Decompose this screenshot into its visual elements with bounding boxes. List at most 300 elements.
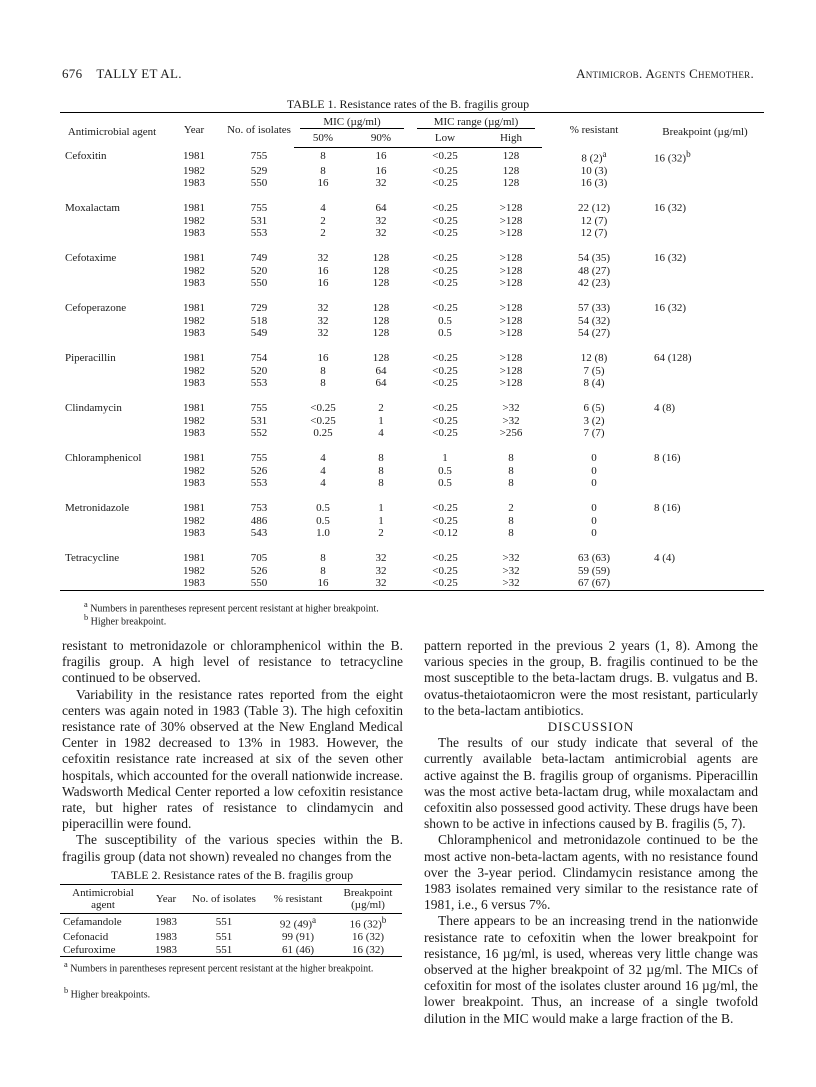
cell-high: 8	[508, 477, 514, 490]
cell-resistant: 8 $(2)^a$	[581, 148, 607, 165]
t1-head-year: Year	[164, 113, 224, 148]
cell-isolates: 550	[250, 277, 268, 290]
footnote-mark: a	[602, 148, 607, 159]
cell-year: 1981	[183, 502, 205, 515]
cell-high: 8	[508, 452, 514, 465]
cell-breakpoint: 16 $(32)^b$	[654, 148, 691, 165]
cell-low: <0.25	[432, 302, 458, 315]
cell-year: 1982	[183, 214, 205, 227]
cell-breakpoint	[646, 227, 764, 240]
cell-low: <0.25	[432, 150, 458, 163]
t1-head-low: Low	[410, 129, 480, 148]
cell-isolates: 520	[250, 264, 268, 277]
cell-breakpoint: 16 (32)	[654, 302, 687, 315]
table-row	[60, 552, 764, 565]
cell-resistant: 99 (91)	[281, 931, 315, 944]
cell-mic90: 32	[352, 577, 410, 590]
table-row	[60, 565, 764, 578]
table-row	[60, 352, 764, 365]
cell-resistant: 16 (3)	[580, 177, 608, 190]
cell-high: >128	[499, 277, 523, 290]
cell-high: >128	[499, 252, 523, 265]
cell-breakpoint: 64 (128)	[654, 352, 692, 365]
table-row	[60, 377, 764, 390]
cell-low: <0.25	[432, 264, 458, 277]
cell-mic50: 32	[317, 327, 329, 340]
cell-low: <0.25	[432, 164, 458, 177]
cell-year: 1983	[146, 944, 186, 957]
running-authors: TALLY ET AL.	[96, 66, 182, 81]
cell-year: 1981	[183, 552, 205, 565]
cell-low: <0.25	[432, 427, 458, 440]
cell-breakpoint	[646, 215, 764, 228]
table-row	[60, 515, 764, 528]
cell-high: >128	[499, 202, 523, 215]
table-row	[60, 265, 764, 278]
cell-breakpoint	[646, 165, 764, 178]
cell-year: 1982	[183, 414, 205, 427]
cell-mic50: 16	[294, 577, 352, 590]
cell-isolates: 755	[250, 202, 268, 215]
cell-mic90: 32	[375, 227, 387, 240]
t1-head-breakpoint: Breakpoint (µg/ml)	[646, 113, 764, 148]
cell-low: <0.25	[432, 277, 458, 290]
cell-resistant: 92 $(49)^a$	[279, 915, 317, 931]
cell-isolates: 753	[250, 502, 268, 515]
cell-low: <0.12	[432, 527, 458, 540]
cell-resistant: 12 (7)	[580, 214, 608, 227]
cell-mic90: 32	[375, 564, 387, 577]
cell-isolates: 550	[250, 177, 268, 190]
row-spacer	[60, 340, 764, 353]
cell-isolates: 529	[250, 164, 268, 177]
cell-resistant: 67 (67)	[542, 577, 646, 590]
cell-isolates: 486	[250, 514, 268, 527]
table-row	[60, 327, 764, 340]
row-spacer	[60, 540, 764, 553]
cell-agent	[60, 465, 164, 478]
t1-head-mic90: 90%	[352, 129, 410, 148]
cell-agent: Cefonacid	[63, 931, 109, 944]
cell-mic50: 8	[320, 564, 326, 577]
cell-mic90: 1	[378, 514, 384, 527]
t2-head-year: Year	[146, 885, 186, 914]
left-paragraph-1: resistant to metronidazole or chloramphenicol within the B. fragilis group. A high level of resistance to tetracycline continued to be observed.	[62, 638, 403, 686]
cell-agent: Clindamycin	[65, 402, 122, 415]
cell-low: <0.25	[410, 577, 480, 590]
right-paragraph-1: pattern reported in the previous 2 years (1, 8). Among the various species in the group, B. fragilis continued to be the most susceptible to the beta-lactam drugs. B. vulgatus and B. ovatus-thetaiotaomicron were the most resistant, particularly to the beta-lactam antibiotics.	[424, 638, 758, 718]
cell-agent: Cefoperazone	[65, 302, 127, 315]
right-paragraph-2: The results of our study indicate that several of the currently available beta-lactam antimicrobial agents are active against the B. fragilis group of organisms. Piperacillin was the most active beta-lactam drug, while moxalactam and cefoxitin also possessed good activity. These drugs have been shown to be active in infections caused by B. fragilis (5, 7).	[424, 735, 758, 832]
cell-year: 1981	[183, 402, 205, 415]
cell-isolates: 553	[250, 227, 268, 240]
right-column	[424, 638, 758, 1027]
cell-mic50: 1.0	[316, 527, 330, 540]
cell-resistant: 7 (5)	[583, 364, 605, 377]
cell-low: 0.5	[438, 327, 452, 340]
cell-high: >256	[499, 427, 523, 440]
section-heading: DISCUSSION	[547, 719, 635, 735]
table-row	[60, 427, 764, 440]
cell-resistant: 7 (7)	[583, 427, 605, 440]
table-row	[60, 452, 764, 465]
cell-mic90: 1	[378, 502, 384, 515]
cell-high: 8	[508, 514, 514, 527]
cell-resistant: 10 (3)	[580, 164, 608, 177]
table-row	[60, 177, 764, 190]
cell-mic90: 128	[372, 264, 390, 277]
left-paragraph-3: The susceptibility of the various species within the B. fragilis group (data not shown) revealed no changes from the	[62, 832, 403, 864]
cell-breakpoint	[646, 327, 764, 340]
cell-agent	[60, 377, 164, 390]
cell-breakpoint: 16 (32)	[654, 202, 687, 215]
table-row	[60, 148, 764, 165]
row-spacer	[60, 240, 764, 253]
running-header-left	[62, 66, 182, 82]
cell-mic50: 4	[320, 464, 326, 477]
cell-high: >128	[499, 377, 523, 390]
cell-mic50: <0.25	[310, 402, 336, 415]
cell-agent	[60, 515, 164, 528]
table-row	[60, 944, 402, 957]
cell-breakpoint	[646, 277, 764, 290]
cell-resistant: 0	[591, 502, 597, 515]
cell-isolates: 754	[250, 352, 268, 365]
t1-head-mic: MIC (µg/ml)	[300, 116, 404, 129]
t1-head-isolates: No. of isolates	[224, 113, 294, 148]
cell-mic90: 64	[375, 377, 387, 390]
cell-breakpoint: 8 (16)	[654, 502, 681, 515]
cell-low: <0.25	[432, 202, 458, 215]
cell-breakpoint: 4 (4)	[654, 552, 676, 565]
cell-isolates: 551	[215, 916, 233, 929]
cell-high: >32	[502, 552, 520, 565]
cell-agent	[60, 527, 164, 540]
t1-head-high: High	[480, 129, 542, 148]
cell-resistant: 61 (46)	[262, 944, 334, 957]
cell-resistant: 6 (5)	[583, 402, 605, 415]
cell-breakpoint	[646, 527, 764, 540]
table-row	[60, 202, 764, 215]
table1	[60, 112, 764, 591]
cell-resistant: 54 (32)	[577, 314, 611, 327]
cell-breakpoint: 16 $(32)^b$	[349, 915, 387, 931]
cell-isolates: 543	[250, 527, 268, 540]
cell-agent	[60, 365, 164, 378]
cell-resistant: 0	[591, 464, 597, 477]
cell-isolates: 551	[215, 931, 233, 944]
table-row	[60, 415, 764, 428]
cell-mic90: 8	[378, 477, 384, 490]
cell-year: 1982	[183, 264, 205, 277]
cell-mic50: 8	[320, 552, 326, 565]
cell-high: >128	[499, 214, 523, 227]
cell-breakpoint	[646, 465, 764, 478]
row-spacer	[60, 390, 764, 403]
t2-footnote-b: $^b$ Higher breakpoints.	[64, 986, 151, 1001]
cell-mic50: 4	[320, 202, 326, 215]
cell-resistant: 22 (12)	[577, 202, 611, 215]
cell-low: <0.25	[432, 177, 458, 190]
table-row	[60, 914, 402, 932]
left-paragraph-2: Variability in the resistance rates reported from the eight centers was again noted in 1983 (Table 3). The high cefoxitin resistance rate of 30% observed at the New England Medical Center in 1982 decreased to 13% in 1983. However, the cefoxitin resistance rate increased at six of the seven other hospitals, which accounted for the overall nationwide increase. Wadsworth Medical Center reported a low cefoxitin resistance rate, but higher rates of resistance to clindamycin and piperacillin were found.	[62, 686, 403, 832]
cell-resistant: 48 (27)	[577, 264, 611, 277]
cell-year: 1983	[155, 931, 177, 944]
table-row	[60, 502, 764, 515]
cell-year: 1983	[183, 427, 205, 440]
cell-high: >128	[499, 302, 523, 315]
cell-breakpoint: 16 (32)	[334, 944, 402, 957]
cell-mic50: 8	[320, 364, 326, 377]
cell-agent	[60, 177, 164, 190]
cell-isolates: 531	[250, 214, 268, 227]
table-row	[60, 527, 764, 540]
table-row	[60, 252, 764, 265]
cell-isolates: 729	[250, 302, 268, 315]
cell-mic50: 4	[320, 452, 326, 465]
cell-isolates: 551	[186, 944, 262, 957]
cell-agent	[60, 315, 164, 328]
row-spacer	[60, 190, 764, 203]
cell-low: <0.25	[432, 377, 458, 390]
cell-resistant: 59 (59)	[577, 564, 611, 577]
cell-year: 1983	[155, 916, 177, 929]
t2-head-resistant: % resistant	[262, 885, 334, 914]
cell-isolates: 552	[250, 427, 268, 440]
cell-isolates: 550	[224, 577, 294, 590]
cell-agent: Cefoxitin	[65, 149, 107, 162]
table2-caption: TABLE 2. Resistance rates of the B. fragilis group	[110, 868, 354, 882]
t2-footnote-a: $^a$ Numbers in parentheses represent percent resistant at the higher breakpoint.	[64, 960, 374, 975]
cell-low: 0.5	[438, 314, 452, 327]
cell-mic90: 8	[378, 464, 384, 477]
cell-isolates: 553	[250, 477, 268, 490]
cell-resistant: 0	[591, 477, 597, 490]
cell-mic90: 32	[375, 552, 387, 565]
running-journal: Antimicrob. Agents Chemother.	[576, 66, 754, 81]
cell-isolates: 755	[250, 149, 268, 162]
cell-mic90: 32	[375, 214, 387, 227]
cell-high: 8	[508, 527, 514, 540]
cell-resistant: 0	[591, 514, 597, 527]
cell-mic90: 2	[378, 527, 384, 540]
cell-year: 1983	[183, 477, 205, 490]
cell-isolates: 549	[250, 327, 268, 340]
cell-year: 1983	[183, 277, 205, 290]
cell-isolates: 705	[250, 552, 268, 565]
cell-breakpoint	[646, 565, 764, 578]
footnote-mark: b	[381, 915, 387, 925]
page-number: 676	[62, 66, 83, 81]
table-row	[60, 365, 764, 378]
cell-mic90: 64	[375, 364, 387, 377]
cell-breakpoint: 16 (32)	[654, 252, 687, 265]
cell-agent	[60, 165, 164, 178]
cell-high: >128	[499, 227, 523, 240]
right-paragraph-4: There appears to be an increasing trend in the nationwide resistance rate to cefoxitin when the lower breakpoint for resistance, 16 µg/ml, is used, whereas very little change was observed at the higher breakpoint of 32 µg/ml. The MICs of cefoxitin for most of the isolates cluster around 16 µg/ml, the lower breakpoint. Thus, an increase of a single twofold dilution in the MIC would make a large fraction of the B.	[424, 913, 758, 1026]
table-row	[60, 465, 764, 478]
cell-low: <0.25	[432, 402, 458, 415]
table-row	[60, 931, 402, 944]
cell-mic90: 2	[378, 402, 384, 415]
table-row	[60, 277, 764, 290]
cell-high: >128	[499, 352, 523, 365]
table-row	[60, 577, 764, 590]
cell-low: <0.25	[432, 352, 458, 365]
cell-year: 1981	[183, 149, 205, 162]
cell-high: >128	[499, 264, 523, 277]
table1-caption: TABLE 1. Resistance rates of the B. fragilis group	[286, 97, 530, 111]
cell-mic50: 32	[317, 314, 329, 327]
cell-low: <0.25	[432, 502, 458, 515]
cell-agent: Cefuroxime	[60, 944, 146, 957]
cell-resistant: 54 (27)	[577, 327, 611, 340]
cell-breakpoint: 4 (8)	[654, 402, 676, 415]
cell-resistant: 8 (4)	[583, 377, 605, 390]
cell-mic50: 2	[320, 227, 326, 240]
cell-year: 1981	[183, 252, 205, 265]
cell-mic50: 2	[320, 214, 326, 227]
cell-agent	[60, 577, 164, 590]
right-paragraph-3: Chloramphenicol and metronidazole continued to be the most active non-beta-lactam agents, with no resistance found over the 3-year period. Clindamycin resistance among the 1983 isolates remained very similar to the resistance rate of 1981, i.e., 6 versus 7%.	[424, 832, 758, 913]
cell-mic90: 128	[372, 302, 390, 315]
t1-head-agent: Antimicrobial agent	[60, 113, 164, 148]
cell-year: 1983	[183, 327, 205, 340]
cell-agent: Cefotaxime	[65, 252, 117, 265]
cell-high: >32	[502, 402, 520, 415]
cell-isolates: 526	[250, 564, 268, 577]
cell-mic50: 32	[317, 302, 329, 315]
cell-agent: Tetracycline	[65, 552, 120, 565]
cell-mic90: 128	[372, 314, 390, 327]
cell-mic90: 16	[375, 150, 387, 163]
cell-high: >128	[499, 314, 523, 327]
cell-isolates: 755	[250, 452, 268, 465]
cell-agent	[60, 477, 164, 490]
row-spacer	[60, 290, 764, 303]
cell-resistant: 54 (35)	[577, 252, 611, 265]
row-spacer	[60, 440, 764, 453]
cell-mic50: 8	[320, 150, 326, 163]
table-row	[60, 402, 764, 415]
cell-agent: Metronidazole	[65, 502, 130, 515]
cell-mic90: 64	[375, 202, 387, 215]
cell-low: 0.5	[438, 477, 452, 490]
cell-high: 8	[508, 464, 514, 477]
t1-head-range: MIC range (µg/ml)	[417, 116, 535, 129]
cell-year: 1981	[183, 352, 205, 365]
cell-agent: Chloramphenicol	[65, 452, 142, 465]
cell-low: <0.25	[432, 252, 458, 265]
cell-resistant: 0	[591, 527, 597, 540]
cell-mic50: 32	[317, 252, 329, 265]
cell-mic50: 0.5	[316, 502, 330, 515]
cell-year: 1983	[183, 527, 205, 540]
cell-breakpoint	[646, 427, 764, 440]
cell-agent	[60, 415, 164, 428]
cell-agent	[60, 265, 164, 278]
cell-mic90: 128	[372, 252, 390, 265]
cell-high: >128	[499, 327, 523, 340]
cell-isolates: 526	[250, 464, 268, 477]
table-row	[60, 215, 764, 228]
cell-low: 0.5	[438, 464, 452, 477]
cell-mic50: 0.5	[316, 514, 330, 527]
cell-agent	[60, 427, 164, 440]
cell-mic90: 128	[372, 327, 390, 340]
cell-mic90: 1	[378, 414, 384, 427]
cell-mic50: 8	[320, 377, 326, 390]
cell-mic50: 16	[317, 177, 329, 190]
cell-year: 1982	[183, 564, 205, 577]
cell-high: >32	[502, 414, 520, 427]
cell-high: 128	[502, 177, 520, 190]
cell-high: 128	[502, 164, 520, 177]
cell-low: <0.25	[432, 364, 458, 377]
cell-agent	[60, 565, 164, 578]
cell-year: 1983	[183, 177, 205, 190]
cell-breakpoint	[646, 477, 764, 490]
table1-body	[60, 148, 764, 591]
cell-mic50: 4	[320, 477, 326, 490]
cell-breakpoint	[646, 415, 764, 428]
cell-resistant: 12 (8)	[580, 352, 608, 365]
cell-low: 1	[442, 452, 448, 465]
cell-isolates: 518	[250, 314, 268, 327]
cell-isolates: 520	[250, 364, 268, 377]
t1-head-mic50: 50%	[294, 129, 352, 148]
cell-mic90: 4	[378, 427, 384, 440]
cell-resistant: 57 (33)	[577, 302, 611, 315]
cell-agent: Cefamandole	[63, 916, 122, 929]
cell-resistant: 0	[591, 452, 597, 465]
t2-head-agent: Antimicrobial agent	[60, 885, 146, 914]
cell-breakpoint	[646, 315, 764, 328]
cell-year: 1982	[183, 314, 205, 327]
cell-mic90: 32	[375, 177, 387, 190]
cell-agent	[60, 327, 164, 340]
cell-breakpoint	[646, 265, 764, 278]
t1-head-resistant: % resistant	[542, 113, 646, 148]
row-spacer	[60, 490, 764, 503]
cell-agent	[60, 277, 164, 290]
cell-agent: Piperacillin	[65, 352, 116, 365]
cell-breakpoint	[646, 377, 764, 390]
cell-mic90: 128	[372, 277, 390, 290]
t2-head-breakpoint: Breakpoint (µg/ml)	[334, 885, 402, 914]
cell-isolates: 749	[250, 252, 268, 265]
cell-high: >32	[480, 577, 542, 590]
cell-mic90: 16	[375, 164, 387, 177]
cell-isolates: 531	[250, 414, 268, 427]
cell-high: >128	[499, 364, 523, 377]
cell-mic50: 8	[320, 164, 326, 177]
cell-low: <0.25	[432, 564, 458, 577]
cell-resistant: 42 (23)	[577, 277, 611, 290]
table-row	[60, 302, 764, 315]
cell-year: 1982	[183, 364, 205, 377]
cell-resistant: 63 (63)	[577, 552, 611, 565]
cell-low: <0.25	[432, 414, 458, 427]
cell-breakpoint: 8 (16)	[654, 452, 681, 465]
cell-year: 1981	[183, 452, 205, 465]
cell-year: 1981	[183, 202, 205, 215]
table-row	[60, 477, 764, 490]
left-column	[62, 638, 403, 865]
cell-mic50: 16	[317, 277, 329, 290]
table-row	[60, 227, 764, 240]
cell-year: 1981	[183, 302, 205, 315]
